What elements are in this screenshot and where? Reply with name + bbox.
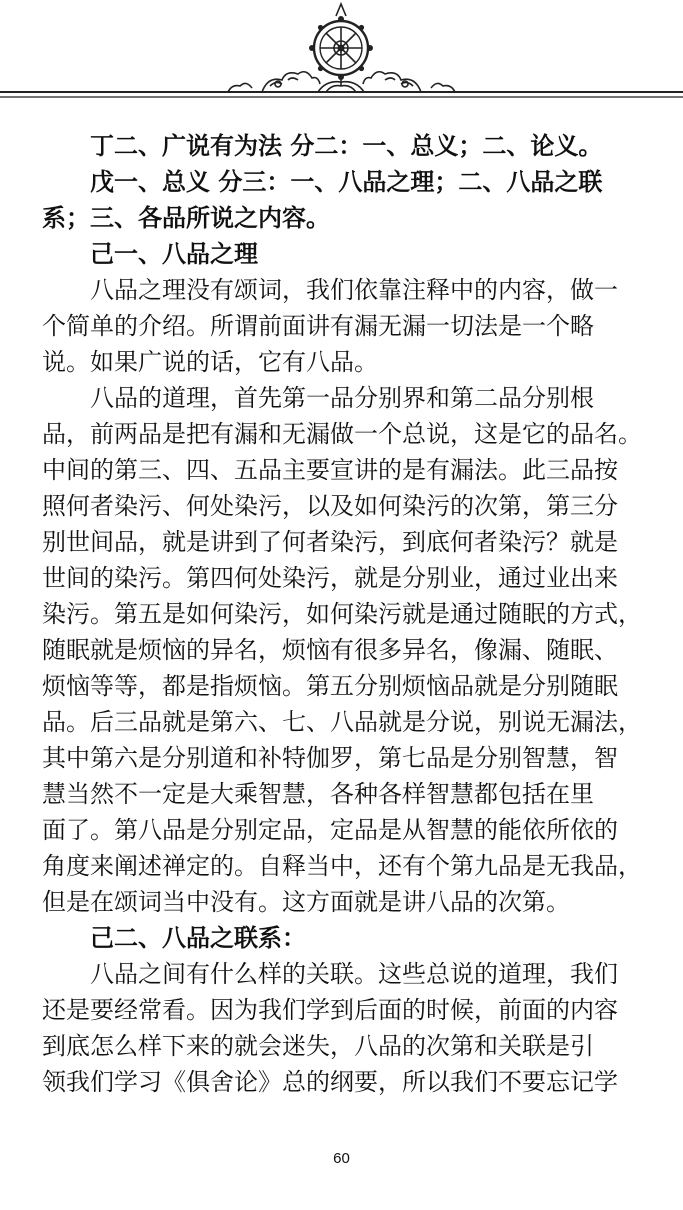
text-line: 其中第六是分别道和补特伽罗，第七品是分别智慧，智 <box>42 744 618 772</box>
text-line: 照何者染污、何处染污，以及如何染污的次第，第三分 <box>42 492 618 520</box>
text-line: 中间的第三、四、五品主要宣讲的是有漏法。此三品按 <box>42 456 618 484</box>
text-line: 随眠就是烦恼的异名，烦恼有很多异名，像漏、随眠、 <box>42 636 618 664</box>
heading-line: 己二、八品之联系： <box>90 924 306 952</box>
text-line: 烦恼等等，都是指烦恼。第五分别烦恼品就是分别随眠 <box>42 672 618 700</box>
text-line: 八品之理没有颂词，我们依靠注释中的内容，做一 <box>90 276 618 304</box>
text-line: 别世间品，就是讲到了何者染污，到底何者染污？就是 <box>42 528 618 556</box>
page-number: 60 <box>333 1150 350 1167</box>
text-line: 染污。第五是如何染污，如何染污就是通过随眠的方式， <box>42 600 642 628</box>
heading-line: 系；三、各品所说之内容。 <box>42 204 330 232</box>
heading-line: 己一、八品之理 <box>90 240 258 268</box>
text-line: 但是在颂词当中没有。这方面就是讲八品的次第。 <box>42 888 570 916</box>
dharma-wheel-icon <box>0 0 683 110</box>
text-line: 品。后三品就是第六、七、八品就是分说，别说无漏法， <box>42 708 642 736</box>
text-line: 八品的道理，首先第一品分别界和第二品分别根 <box>90 384 594 412</box>
text-line: 个简单的介绍。所谓前面讲有漏无漏一切法是一个略 <box>42 312 594 340</box>
text-line: 到底怎么样下来的就会迷失，八品的次第和关联是引 <box>42 1032 594 1060</box>
text-line: 品，前两品是把有漏和无漏做一个总说，这是它的品名。 <box>42 420 642 448</box>
page-header-ornament <box>0 0 683 110</box>
heading-line: 丁二、广说有为法 分二：一、总义；二、论义。 <box>90 132 603 160</box>
text-line: 领我们学习《俱舍论》总的纲要，所以我们不要忘记学 <box>42 1068 618 1096</box>
heading-line: 戊一、总义 分三：一、八品之理；二、八品之联 <box>90 168 603 196</box>
page-body <box>42 128 652 1100</box>
text-line: 角度来阐述禅定的。自释当中，还有个第九品是无我品， <box>42 852 642 880</box>
text-line: 说。如果广说的话，它有八品。 <box>42 348 378 376</box>
text-line: 世间的染污。第四何处染污，就是分别业，通过业出来 <box>42 564 618 592</box>
text-line: 面了。第八品是分别定品，定品是从智慧的能依所依的 <box>42 816 618 844</box>
text-line: 慧当然不一定是大乘智慧，各种各样智慧都包括在里 <box>42 780 594 808</box>
text-line: 还是要经常看。因为我们学到后面的时候，前面的内容 <box>42 996 618 1024</box>
text-line: 八品之间有什么样的关联。这些总说的道理，我们 <box>90 960 618 988</box>
